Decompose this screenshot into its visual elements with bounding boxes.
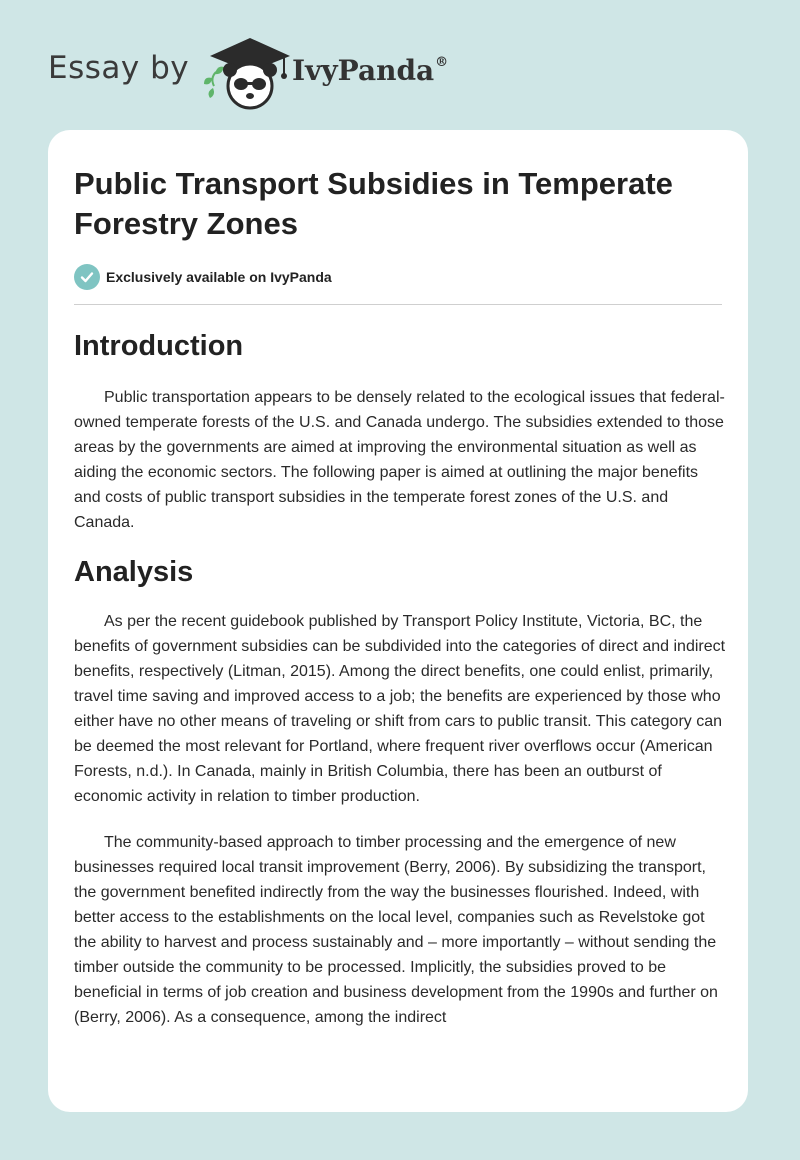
section-heading-analysis: Analysis bbox=[74, 556, 194, 588]
exclusive-badge bbox=[74, 264, 722, 290]
paragraph: The community-based approach to timber processing and the emergence of new businesses required local transit improvement (Berry, 2006). By subsidizing the transport, the government benefited indirectly from the way the businesses flourished. Indeed, with better access to the establishments on the local level, companies such as Revelstoke got the ability to harvest and process sustainably and – more importantly – without sending the timber outside the community to be processed. Implicitly, the subsidies proved to be beneficial in terms of job creation and business development from the 1990s and further on (Berry, 2006). As a consequence, among the indirect bbox=[74, 834, 718, 1026]
check-icon bbox=[74, 264, 100, 290]
essay-card bbox=[48, 130, 748, 1112]
registered-mark: ® bbox=[435, 55, 449, 70]
paragraph: Public transportation appears to be densely related to the ecological issues that federal-owned temperate forests of the U.S. and Canada undergo. The subsidies extended to those areas by the governments are aimed at improving the environmental situation as well as aiding the economic sectors. The following paper is aimed at outlining the major benefits and costs of public transport subsidies in the temperate forest zones of the U.S. and Canada. bbox=[74, 389, 725, 531]
paragraph: As per the recent guidebook published by Transport Policy Institute, Victoria, BC, the benefits of government subsidies can be subdivided into the categories of direct and indirect benefits, respectively (Litman, 2015). Among the direct benefits, one could enlist, primarily, travel time saving and improved access to a job; the benefits are experienced by those who either have no other means of traveling or shift from cars to public transit. This category can be deemed the most relevant for Portland, where frequent river overflows occur (American Forests, n.d.). In Canada, mainly in British Columbia, there has been an outburst of economic activity in relation to timber production. bbox=[74, 613, 726, 805]
page-title: Public Transport Subsidies in Temperate Forestry Zones bbox=[74, 166, 673, 241]
essay-by-label: Essay by bbox=[48, 50, 190, 86]
section-heading-introduction: Introduction bbox=[74, 330, 244, 362]
exclusive-label: Exclusively available on IvyPanda bbox=[106, 269, 332, 285]
site-header bbox=[0, 0, 800, 120]
divider bbox=[74, 304, 722, 305]
ivypanda-logo-icon[interactable] bbox=[200, 34, 292, 110]
brand-name[interactable]: IvyPanda® bbox=[292, 54, 449, 87]
